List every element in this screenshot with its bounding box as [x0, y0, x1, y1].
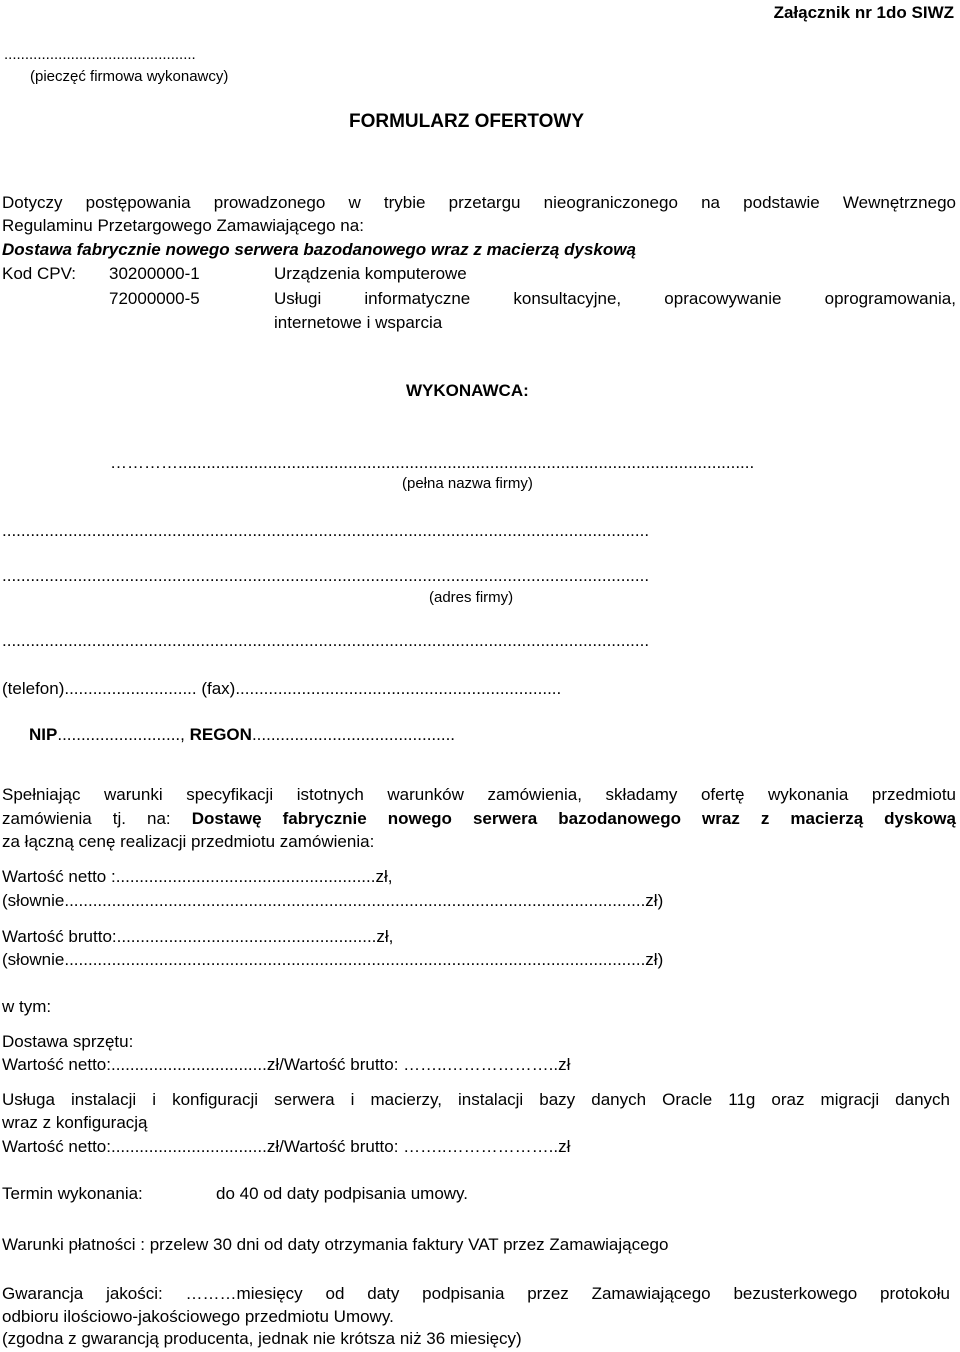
cpv-desc-1: Urządzenia komputerowe	[274, 264, 467, 283]
including-label: w tym:	[2, 997, 52, 1016]
offer-line-2-prefix: zamówienia tj. na:	[2, 809, 192, 828]
stamp-dots: ..............................................	[4, 46, 196, 63]
gross-value-words-field[interactable]: (słownie...........................................................................................................................zł)	[2, 950, 664, 969]
attachment-label: Załącznik nr 1do SIWZ	[773, 3, 954, 22]
intro-line-2: Regulaminu Przetargowego Zamawiającego na:	[2, 216, 364, 235]
hardware-heading: Dostawa sprzętu:	[2, 1032, 134, 1051]
installation-line-1: Usługa instalacji i konfiguracji serwera i macierzy, instalacji bazy danych Oracle 11g oraz migracji danych	[2, 1090, 950, 1109]
nip-field[interactable]: ..........................,	[57, 725, 190, 744]
stamp-caption: (pieczęć firmowa wykonawcy)	[30, 68, 229, 85]
installation-line-2: wraz z konfiguracją	[2, 1113, 148, 1132]
company-address-caption: (adres firmy)	[429, 589, 514, 606]
cpv-label: Kod CPV:	[2, 264, 77, 283]
term-label: Termin wykonania:	[2, 1184, 143, 1203]
offer-line-3: za łączną cenę realizacji przedmiotu zamówienia:	[2, 832, 375, 851]
offer-subject: Dostawę fabrycznie nowego serwera bazodanowego wraz z macierzą dyskową	[191, 809, 956, 828]
gross-value-field[interactable]: Wartość brutto:.......................................................zł,	[2, 927, 394, 946]
net-value-field[interactable]: Wartość netto :.......................................................zł,	[2, 867, 393, 886]
regon-field[interactable]: ...........................................	[251, 725, 456, 744]
payment-terms: Warunki płatności : przelew 30 dni od daty otrzymania faktury VAT przez Zamawiającego	[2, 1235, 669, 1254]
company-address-field-3[interactable]: .........................................................................................................................................	[2, 631, 650, 650]
cpv-code-1: 30200000-1	[109, 264, 200, 283]
phone-fax-field[interactable]: (telefon)............................ (fax).....................................................................	[2, 679, 562, 698]
regon-label: REGON	[189, 725, 252, 744]
offer-line-2	[2, 808, 956, 830]
warranty-line-2: odbioru ilościowo-jakościowego przedmiotu Umowy.	[2, 1307, 394, 1326]
hardware-values-field[interactable]: Wartość netto:.................................zł/Wartość brutto: ……..………………..zł	[2, 1055, 571, 1074]
cpv-code-2: 72000000-5	[109, 289, 200, 308]
warranty-line-1[interactable]: Gwarancja jakości: ………miesięcy od daty podpisania przez Zamawiającego bezusterkowego protokołu	[2, 1284, 950, 1303]
installation-values-field[interactable]: Wartość netto:.................................zł/Wartość brutto: ……..………………..zł	[2, 1137, 571, 1156]
intro-line-1: Dotyczy postępowania prowadzonego w trybie przetargu nieograniczonego na podstawie Wewnętrznego	[2, 193, 956, 212]
cpv-desc-2: Usługi informatyczne konsultacyjne, opracowywanie oprogramowania,	[274, 289, 956, 308]
cpv-desc-2-cont: internetowe i wsparcia	[274, 313, 443, 332]
company-name-caption: (pełna nazwa firmy)	[402, 475, 533, 492]
company-address-field-1[interactable]: .........................................................................................................................................	[2, 521, 650, 540]
company-name-field[interactable]: …………..........................................................................................................................	[110, 453, 755, 472]
net-value-words-field[interactable]: (słownie...........................................................................................................................zł)	[2, 891, 664, 910]
nip-regon-row	[29, 724, 455, 746]
contractor-heading: WYKONAWCA:	[406, 381, 529, 400]
offer-line-1: Spełniając warunki specyfikacji istotnych warunków zamówienia, składamy ofertę wykonania przedmiotu	[2, 785, 956, 804]
form-title: FORMULARZ OFERTOWY	[349, 111, 585, 132]
company-address-field-2[interactable]: .........................................................................................................................................	[2, 566, 650, 585]
procurement-subject: Dostawa fabrycznie nowego serwera bazodanowego wraz z macierzą dyskową	[2, 240, 636, 259]
term-value: do 40 od daty podpisania umowy.	[216, 1184, 469, 1203]
warranty-line-3: (zgodna z gwarancją producenta, jednak nie krótsza niż 36 miesięcy)	[2, 1329, 522, 1348]
nip-label: NIP	[29, 725, 58, 744]
